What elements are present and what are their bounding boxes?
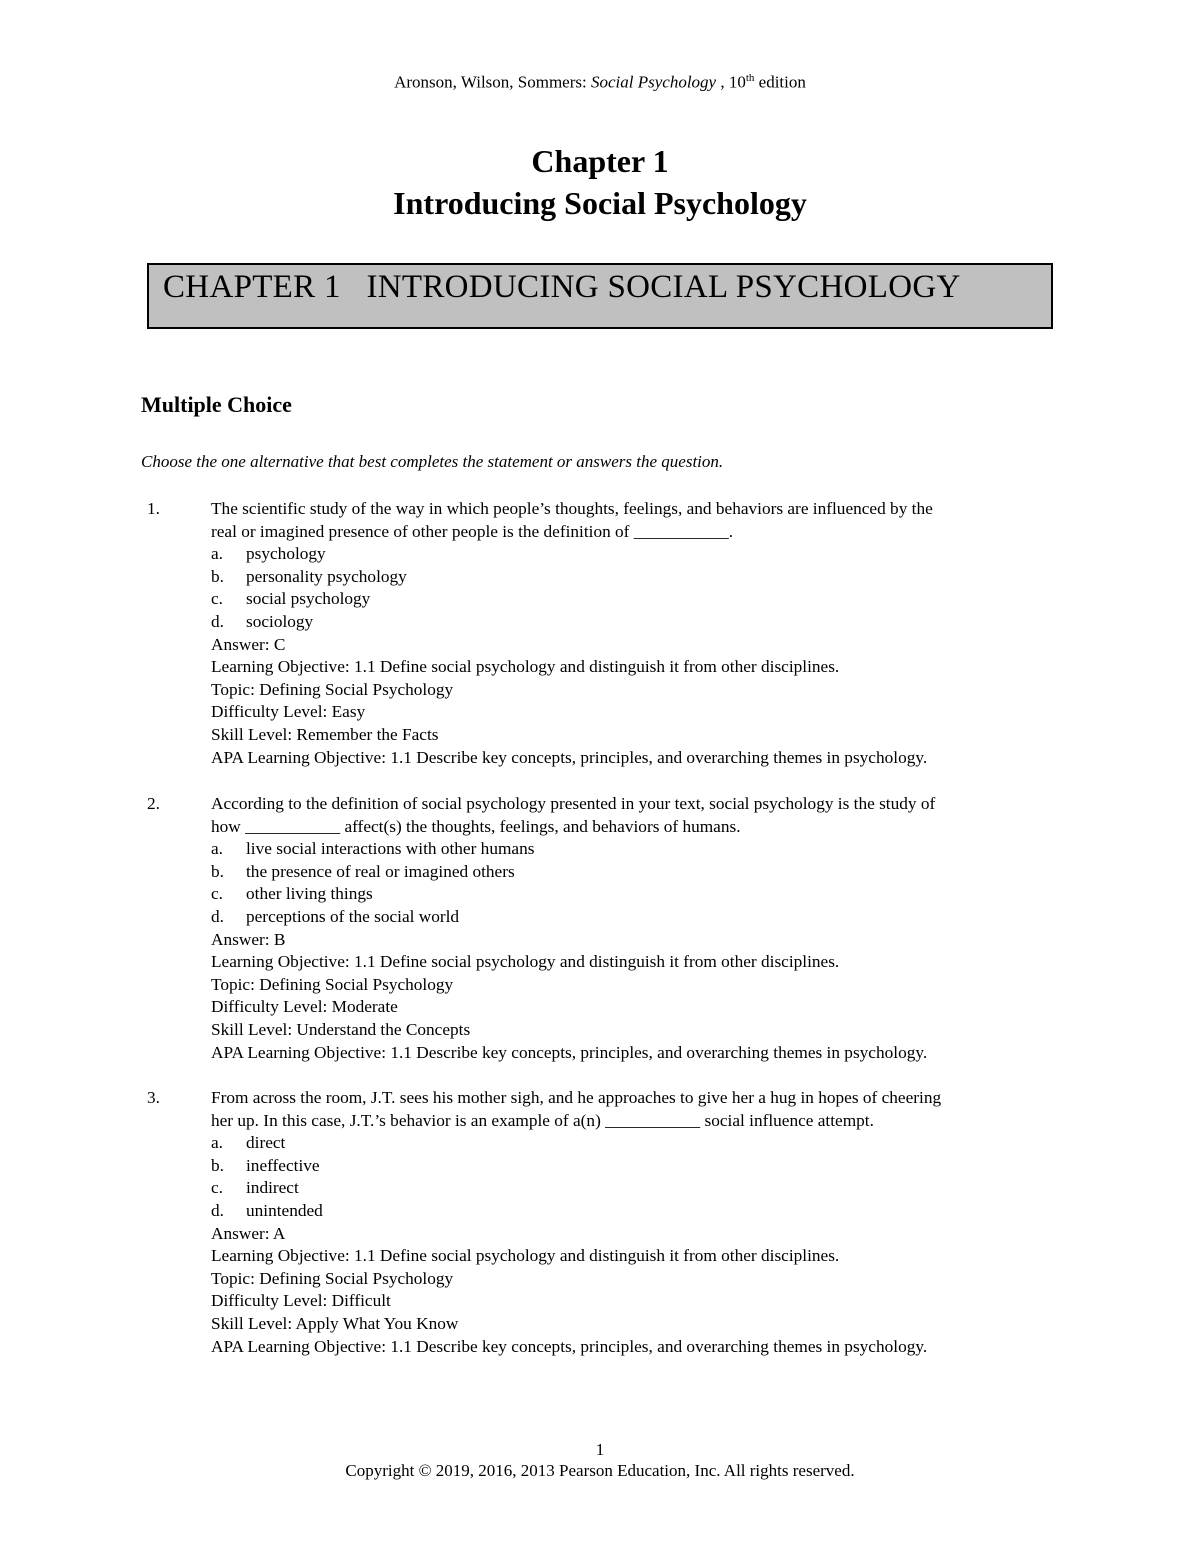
topic: Topic: Defining Social Psychology (211, 1268, 454, 1288)
answer-option (211, 1177, 1061, 1200)
question-number: 1. (147, 499, 160, 518)
section-instructions: Choose the one alternative that best completes the statement or answers the question. (141, 452, 724, 471)
question-stem-line: real or imagined presence of other people is the definition of ___________. (211, 521, 734, 541)
answer-key: Answer: A (211, 1223, 286, 1243)
answer-option (211, 838, 1061, 861)
question-number: 3. (147, 1088, 160, 1107)
option-text: personality psychology (246, 566, 407, 586)
option-text: unintended (246, 1200, 323, 1220)
answer-option (211, 906, 1061, 929)
answer-option (211, 1200, 1061, 1223)
option-letter: b. (211, 861, 224, 881)
question-stem-line: The scientific study of the way in which people’s thoughts, feelings, and behaviors are influenced by the (211, 499, 933, 518)
question-2 (141, 793, 1061, 1064)
apa-learning-objective: APA Learning Objective: 1.1 Describe key concepts, principles, and overarching themes in psychology. (211, 1042, 928, 1062)
skill-level: Skill Level: Apply What You Know (211, 1313, 459, 1333)
option-text: perceptions of the social world (246, 906, 460, 926)
answer-option (211, 566, 1061, 589)
answer-option (211, 611, 1061, 634)
question-stem-line: how ___________ affect(s) the thoughts, feelings, and behaviors of humans. (211, 816, 741, 836)
skill-level: Skill Level: Understand the Concepts (211, 1019, 471, 1039)
header-authors: Aronson, Wilson, Sommers: (394, 72, 591, 92)
learning-objective: Learning Objective: 1.1 Define social psychology and distinguish it from other disciplines. (211, 657, 840, 677)
option-letter: b. (211, 566, 224, 586)
header-edition-prefix: , 10 (716, 72, 746, 92)
skill-level: Skill Level: Remember the Facts (211, 724, 439, 744)
option-text: psychology (246, 544, 326, 564)
difficulty-level: Difficulty Level: Easy (211, 702, 366, 722)
chapter-banner (147, 263, 1053, 329)
difficulty-level: Difficulty Level: Moderate (211, 997, 398, 1017)
option-text: direct (246, 1133, 286, 1153)
question-stem-line: According to the definition of social psychology presented in your text, social psychology is the study of (211, 794, 936, 813)
question-stem-line: her up. In this case, J.T.’s behavior is an example of a(n) ___________ social influence attempt. (211, 1110, 874, 1130)
chapter-title: Chapter 1 (531, 143, 669, 179)
option-text: other living things (246, 884, 373, 904)
header-book-title: Social Psychology (590, 72, 717, 92)
question-number: 2. (147, 794, 160, 813)
option-letter: a. (211, 1133, 223, 1153)
chapter-subtitle: Introducing Social Psychology (393, 185, 807, 221)
header-edition-sup: th (745, 72, 755, 84)
difficulty-level: Difficulty Level: Difficult (211, 1291, 391, 1311)
chapter-banner-text: CHAPTER 1 INTRODUCING SOCIAL PSYCHOLOGY (163, 269, 961, 305)
option-text: indirect (246, 1178, 299, 1198)
answer-option (211, 543, 1061, 566)
running-header (0, 72, 1200, 93)
option-letter: c. (211, 589, 223, 609)
copyright-notice: Copyright © 2019, 2016, 2013 Pearson Education, Inc. All rights reserved. (345, 1461, 855, 1480)
option-text: social psychology (246, 589, 371, 609)
answer-key: Answer: C (211, 634, 286, 654)
option-letter: d. (211, 611, 224, 631)
learning-objective: Learning Objective: 1.1 Define social psychology and distinguish it from other disciplines. (211, 952, 840, 972)
learning-objective: Learning Objective: 1.1 Define social psychology and distinguish it from other disciplines. (211, 1246, 840, 1266)
header-edition-suffix: edition (754, 72, 806, 92)
answer-option (211, 861, 1061, 884)
topic: Topic: Defining Social Psychology (211, 679, 454, 699)
answer-option (211, 1155, 1061, 1178)
option-letter: d. (211, 906, 224, 926)
apa-learning-objective: APA Learning Objective: 1.1 Describe key concepts, principles, and overarching themes in psychology. (211, 747, 928, 767)
page-number: 1 (595, 1440, 605, 1459)
question-1 (141, 498, 1061, 769)
apa-learning-objective: APA Learning Objective: 1.1 Describe key concepts, principles, and overarching themes in psychology. (211, 1336, 928, 1356)
section-heading: Multiple Choice (141, 392, 292, 417)
answer-option (211, 1132, 1061, 1155)
option-text: the presence of real or imagined others (246, 861, 515, 881)
question-3 (141, 1087, 1061, 1358)
question-stem-line: From across the room, J.T. sees his mother sigh, and he approaches to give her a hug in hopes of cheering (211, 1088, 942, 1107)
option-text: ineffective (246, 1155, 320, 1175)
answer-option (211, 588, 1061, 611)
option-text: live social interactions with other humans (246, 839, 535, 859)
option-letter: c. (211, 884, 223, 904)
option-letter: b. (211, 1155, 224, 1175)
answer-option (211, 883, 1061, 906)
option-text: sociology (246, 611, 314, 631)
option-letter: c. (211, 1178, 223, 1198)
topic: Topic: Defining Social Psychology (211, 974, 454, 994)
option-letter: a. (211, 839, 223, 859)
answer-key: Answer: B (211, 929, 286, 949)
option-letter: a. (211, 544, 223, 564)
option-letter: d. (211, 1200, 224, 1220)
